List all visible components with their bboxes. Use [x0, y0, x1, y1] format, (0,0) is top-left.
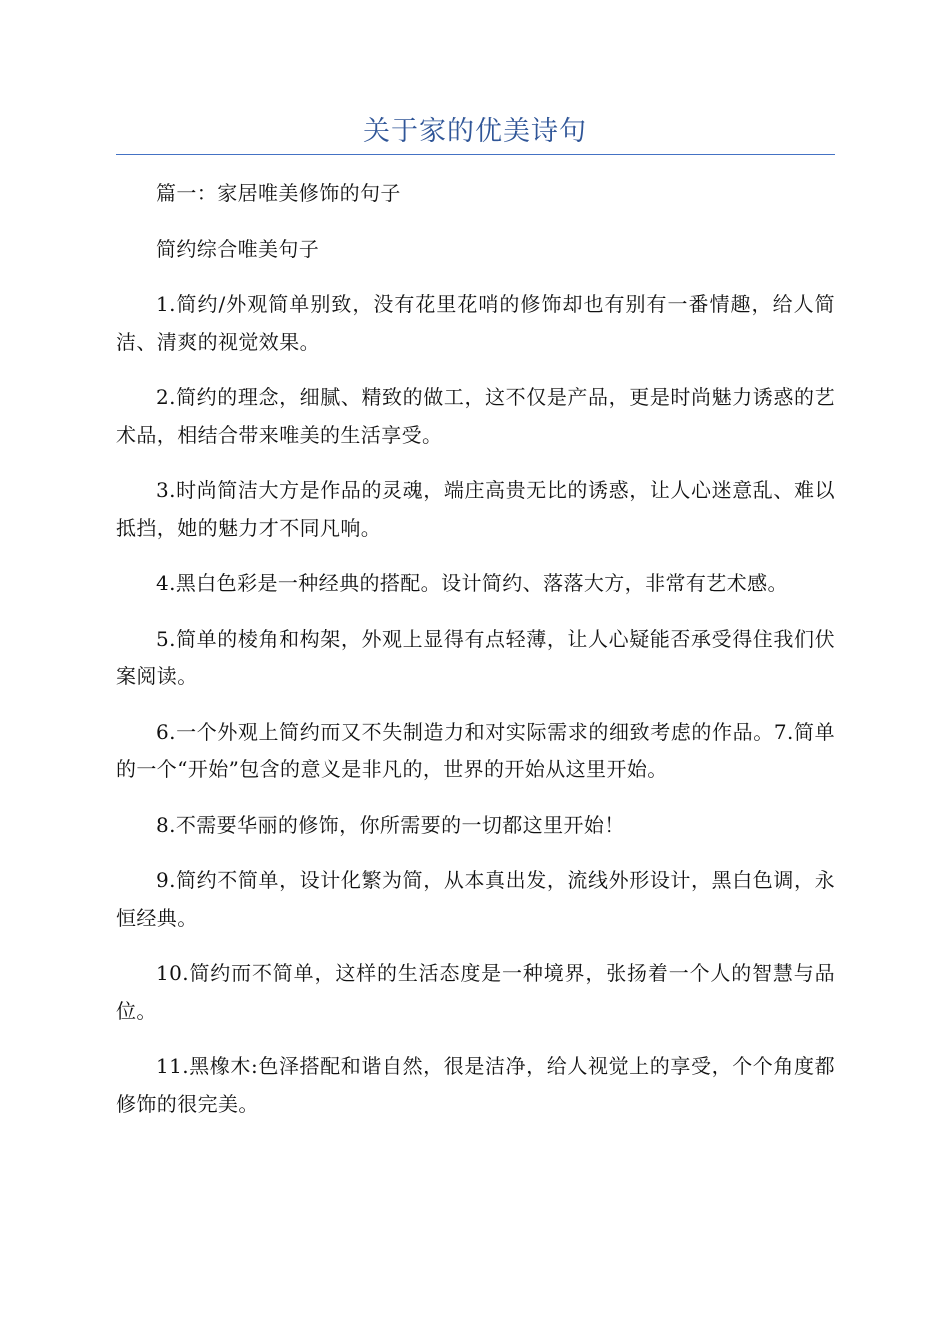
- subsection-heading: 简约综合唯美句子: [156, 236, 320, 261]
- paragraph-item-1: 1.简约/外观简单别致，没有花里花哨的修饰却也有别有一番情趣，给人简洁、清爽的视觉效果。: [116, 292, 835, 354]
- paragraph-item-8: 8.不需要华丽的修饰，你所需要的一切都这里开始！: [156, 812, 625, 837]
- title-underline: [116, 154, 835, 155]
- paragraph-item-9: 9.简约不简单，设计化繁为简，从本真出发，流线外形设计，黑白色调，永恒经典。: [116, 868, 835, 930]
- paragraph-item-11: 11.黑橡木:色泽搭配和谐自然，很是洁净，给人视觉上的享受，个个角度都修饰的很完美。: [116, 1054, 835, 1116]
- paragraph-item-4: 4.黑白色彩是一种经典的搭配。设计简约、落落大方，非常有艺术感。: [156, 571, 788, 595]
- document-body: [116, 175, 835, 1141]
- section-heading: 篇一：家居唯美修饰的句子: [156, 181, 401, 205]
- paragraph-item-3: 3.时尚简洁大方是作品的灵魂，端庄高贵无比的诱惑，让人心迷意乱、难以抵挡，她的魅力才不同凡响。: [116, 478, 835, 540]
- paragraph-item-10: 10.简约而不简单，这样的生活态度是一种境界，张扬着一个人的智慧与品位。: [116, 961, 835, 1023]
- paragraph-item-6-7: 6.一个外观上简约而又不失制造力和对实际需求的细致考虑的作品。7.简单的一个“开始”包含的意义是非凡的，世界的开始从这里开始。: [116, 719, 835, 781]
- document-title: 关于家的优美诗句: [363, 116, 587, 147]
- paragraph-item-5: 5.简单的棱角和构架，外观上显得有点轻薄，让人心疑能否承受得住我们伏案阅读。: [116, 626, 835, 688]
- paragraph-item-2: 2.简约的理念，细腻、精致的做工，这不仅是产品，更是时尚魅力诱惑的艺术品，相结合带来唯美的生活享受。: [116, 385, 835, 447]
